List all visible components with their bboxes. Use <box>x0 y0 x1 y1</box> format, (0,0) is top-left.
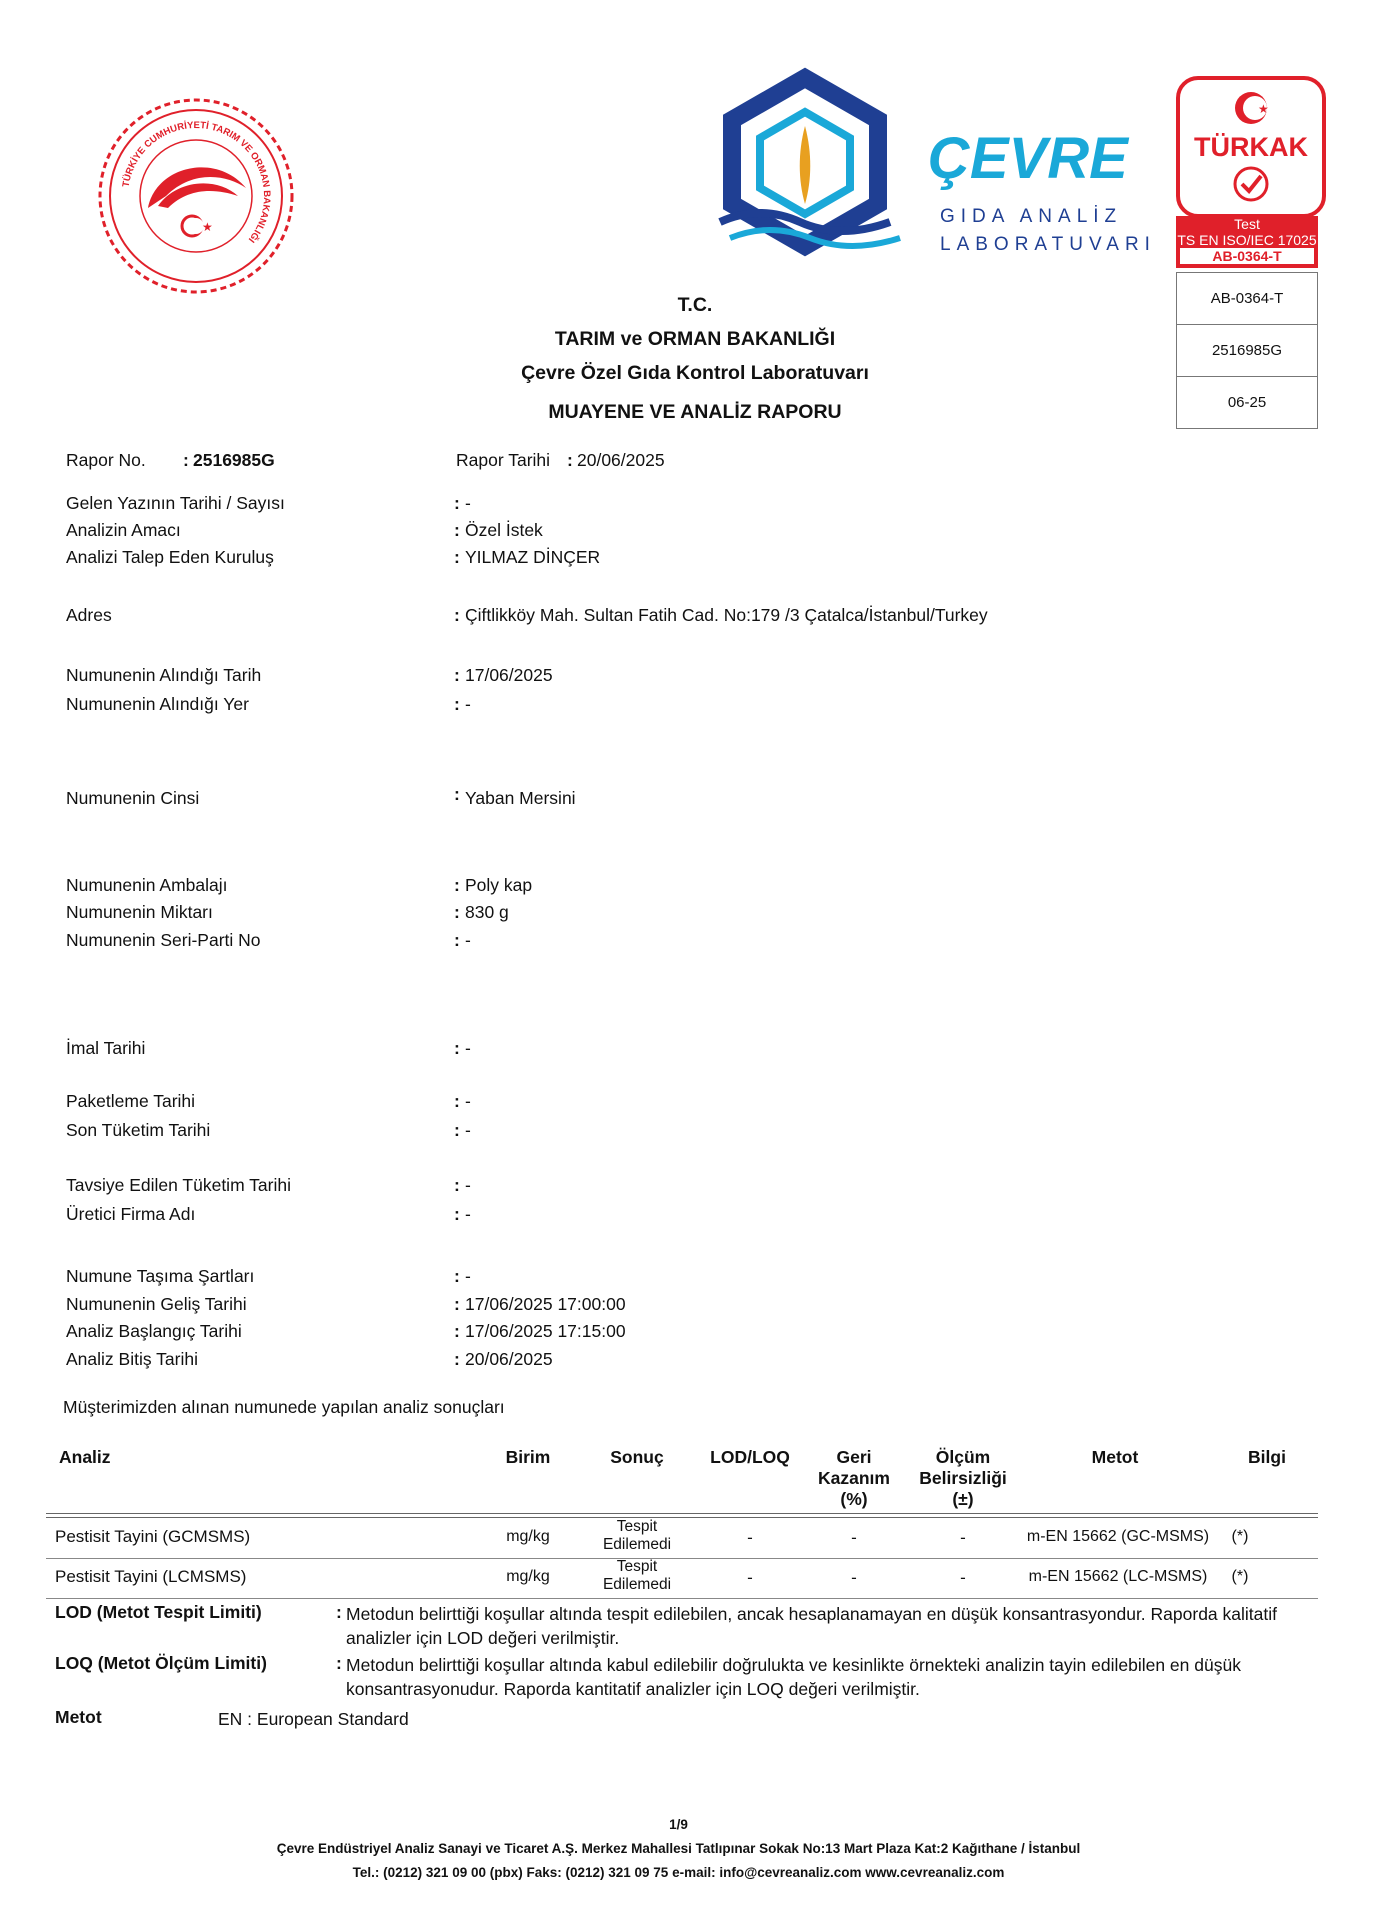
cell-analiz: Pestisit Tayini (GCMSMS) <box>55 1527 251 1546</box>
lod-text: Metodun belirttiği koşullar altında tespit edilebilen, ancak hesaplanamayan en düşük konsantrasyondur. Raporda kalitatif analizler için LOD değeri verilmiştir. <box>346 1604 1277 1648</box>
cell-sonuc <box>587 1518 687 1554</box>
field-label: Analiz Başlangıç Tarihi <box>66 1321 242 1341</box>
field-colon: : <box>454 1175 460 1195</box>
th-geri-kazanim <box>804 1447 904 1510</box>
field-label: Tavsiye Edilen Tüketim Tarihi <box>66 1175 292 1195</box>
report-no-value: 2516985G <box>193 450 275 470</box>
turkak-logo <box>1176 76 1326 218</box>
title-report: MUAYENE VE ANALİZ RAPORU <box>548 401 842 423</box>
field-colon: : <box>454 1204 460 1224</box>
report-date-colon: : <box>567 450 573 470</box>
th-analiz: Analiz <box>59 1447 111 1467</box>
th-olcum-1: Ölçüm <box>935 1447 991 1467</box>
field-value: YILMAZ DİNÇER <box>465 547 601 567</box>
cell-sonuc-2: Edilemedi <box>602 1576 672 1593</box>
report-date-label: Rapor Tarihi <box>456 450 551 470</box>
field-colon: : <box>454 875 460 895</box>
footer-company: Çevre Endüstriyel Analiz Sanayi ve Ticaret A.Ş. Merkez Mahallesi Tatlıpınar Sokak No:13 Mart Plaza Kat:2 Kağıthane / İstanbul <box>276 1841 1081 1856</box>
metot-text: EN : European Standard <box>218 1709 409 1729</box>
metot-label: Metot <box>55 1707 102 1727</box>
cell-geri: - <box>851 1528 857 1547</box>
field-label: Numunenin Alındığı Tarih <box>66 665 262 685</box>
lab-sub2: LABORATUVARI <box>940 234 1156 255</box>
cell-bilgi: (*) <box>1231 1568 1249 1585</box>
field-value: - <box>465 493 471 513</box>
cell-birim: mg/kg <box>506 1568 550 1585</box>
field-label: Üretici Firma Adı <box>66 1204 196 1224</box>
field-label: Gelen Yazının Tarihi / Sayısı <box>66 493 285 513</box>
field-colon: : <box>454 665 460 685</box>
cell-sonuc-1: Tespit <box>616 1558 658 1575</box>
title-ministry: TARIM ve ORMAN BAKANLIĞI <box>554 328 836 350</box>
field-colon: : <box>454 1349 460 1369</box>
row-divider <box>46 1598 1318 1599</box>
cell-sonuc <box>587 1558 687 1594</box>
th-olcum-2: Belirsizliği <box>919 1468 1007 1488</box>
code-accreditation: AB-0364-T <box>1177 273 1318 325</box>
title-tc: T.C. <box>677 294 713 316</box>
code-report: 2516985G <box>1177 325 1318 377</box>
lab-brand: ÇEVRE <box>928 126 1128 191</box>
th-lodloq: LOD/LOQ <box>710 1447 790 1467</box>
th-geri-3: (%) <box>840 1489 868 1509</box>
field-label: Numunenin Geliş Tarihi <box>66 1294 247 1314</box>
field-value: - <box>465 1175 471 1195</box>
cell-metot: m-EN 15662 (LC-MSMS) <box>1028 1568 1208 1585</box>
cell-lodloq: - <box>747 1568 753 1587</box>
cell-geri: - <box>851 1568 857 1587</box>
cell-sonuc-1: Tespit <box>616 1518 658 1535</box>
footer-contact: Tel.: (0212) 321 09 00 (pbx) Faks: (0212) 321 09 75 e-mail: info@cevreanaliz.com www.cevreanaliz.com <box>352 1865 1005 1880</box>
page-number: 1/9 <box>669 1817 688 1832</box>
field-label: Numunenin Seri-Parti No <box>66 930 261 950</box>
field-label: Numune Taşıma Şartları <box>66 1266 255 1286</box>
field-value: Özel İstek <box>465 520 543 540</box>
field-colon: : <box>454 902 460 922</box>
field-label: Numunenin Ambalajı <box>66 875 228 895</box>
cell-bilgi: (*) <box>1231 1528 1249 1545</box>
field-value: 17/06/2025 17:15:00 <box>465 1321 626 1341</box>
turkak-line2: TS EN ISO/IEC 17025 <box>1177 232 1317 248</box>
th-metot: Metot <box>1091 1447 1139 1467</box>
field-colon: : <box>454 1120 460 1140</box>
cell-olcum: - <box>960 1568 966 1587</box>
cell-metot: m-EN 15662 (GC-MSMS) <box>1026 1528 1210 1545</box>
svg-text:★: ★ <box>1258 102 1269 116</box>
turkak-logo-text: TÜRKAK <box>1194 132 1308 162</box>
title-lab: Çevre Özel Gıda Kontrol Laboratuvarı <box>521 362 869 384</box>
field-label: Son Tüketim Tarihi <box>66 1120 211 1140</box>
cell-sonuc-2: Edilemedi <box>602 1536 672 1553</box>
field-label: Analizi Talep Eden Kuruluş <box>66 547 274 567</box>
turkak-line3: AB-0364-T <box>1180 248 1314 264</box>
field-colon: : <box>454 694 460 714</box>
report-no-colon: : <box>183 450 189 470</box>
field-value: - <box>465 1204 471 1224</box>
cell-lodloq: - <box>747 1528 753 1547</box>
turkak-line1: Test <box>1234 216 1260 232</box>
field-value: - <box>465 694 471 714</box>
field-label: Numunenin Alındığı Yer <box>66 694 249 714</box>
field-value: 17/06/2025 17:00:00 <box>465 1294 626 1314</box>
field-value: - <box>465 1120 471 1140</box>
results-intro: Müşterimizden alınan numunede yapılan analiz sonuçları <box>63 1397 505 1417</box>
th-olcum-belirsizligi <box>903 1447 1023 1510</box>
field-label: Numunenin Miktarı <box>66 902 213 922</box>
cell-olcum: - <box>960 1528 966 1547</box>
ministry-seal <box>96 96 296 296</box>
seal-text: TÜRKİYE CUMHURİYETİ TARIM VE ORMAN BAKANLIĞI <box>120 119 273 245</box>
field-value: Yaban Mersini <box>465 788 576 808</box>
field-colon: : <box>454 605 460 625</box>
field-value: - <box>465 930 471 950</box>
field-value: 17/06/2025 <box>465 665 553 685</box>
field-label: Numunenin Cinsi <box>66 788 200 808</box>
cell-analiz: Pestisit Tayini (LCMSMS) <box>55 1567 247 1586</box>
th-geri-2: Kazanım <box>818 1468 890 1488</box>
report-date-value: 20/06/2025 <box>577 450 665 470</box>
field-label: Analiz Bitiş Tarihi <box>66 1349 198 1369</box>
th-sonuc: Sonuç <box>610 1447 664 1467</box>
field-label: Adres <box>66 605 112 625</box>
field-value: 20/06/2025 <box>465 1349 553 1369</box>
field-colon: : <box>454 930 460 950</box>
field-value: - <box>465 1266 471 1286</box>
field-colon: : <box>454 1294 460 1314</box>
field-value: - <box>465 1091 471 1111</box>
th-geri-1: Geri <box>836 1447 872 1467</box>
lab-sub1: GIDA ANALİZ <box>940 206 1123 227</box>
lod-colon: : <box>336 1602 342 1622</box>
field-value: 830 g <box>465 902 509 922</box>
loq-colon: : <box>336 1653 342 1673</box>
svg-text:★: ★ <box>202 220 213 234</box>
cell-birim: mg/kg <box>506 1528 550 1545</box>
field-label: Paketleme Tarihi <box>66 1091 196 1111</box>
th-olcum-3: (±) <box>952 1489 974 1509</box>
lod-label: LOD (Metot Tespit Limiti) <box>55 1602 262 1622</box>
turkak-accreditation <box>1176 216 1318 268</box>
loq-text: Metodun belirttiği koşullar altında kabul edilebilir doğrulukta ve kesinlikte örnekteki analizin tayin edilebilen en düşük konsantrasyonudur. Raporda kantitatif analizler için LOQ değeri verilmiştir. <box>346 1655 1241 1699</box>
field-value: Çiftlikköy Mah. Sultan Fatih Cad. No:179 /3 Çatalca/İstanbul/Turkey <box>465 605 988 625</box>
field-colon: : <box>454 1091 460 1111</box>
field-label: Analizin Amacı <box>66 520 181 540</box>
field-value: - <box>465 1038 471 1058</box>
field-colon: : <box>454 784 460 804</box>
field-value: Poly kap <box>465 875 533 895</box>
field-colon: : <box>454 493 460 513</box>
th-birim: Birim <box>505 1447 551 1467</box>
field-colon: : <box>454 1038 460 1058</box>
loq-label: LOQ (Metot Ölçüm Limiti) <box>55 1653 267 1673</box>
code-period: 06-25 <box>1177 377 1318 429</box>
field-colon: : <box>454 520 460 540</box>
field-colon: : <box>454 547 460 567</box>
field-colon: : <box>454 1321 460 1341</box>
field-label: İmal Tarihi <box>66 1038 146 1058</box>
report-no-label: Rapor No. <box>66 450 146 470</box>
th-bilgi: Bilgi <box>1248 1447 1286 1467</box>
lab-logo <box>700 72 1156 262</box>
field-colon: : <box>454 1266 460 1286</box>
